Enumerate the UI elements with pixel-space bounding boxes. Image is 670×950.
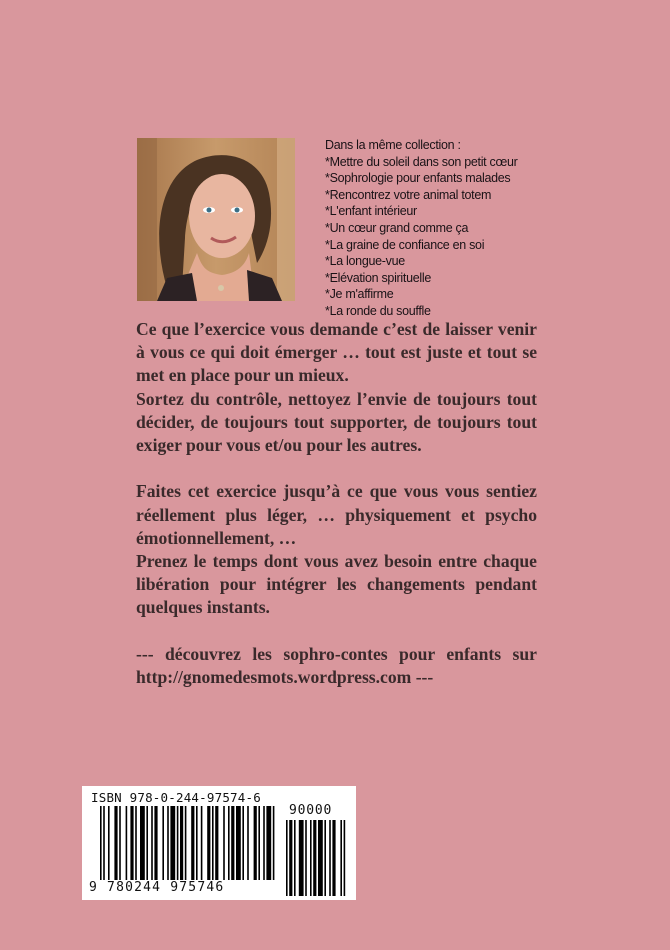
collection-item: * Rencontrez votre animal totem xyxy=(325,187,555,204)
author-portrait-image xyxy=(137,138,295,301)
paragraph: Sortez du contrôle, nettoyez l’envie de toujours tout décider, de toujours tout supporter, de toujours tout exiger pour vous et/ou pour les autres. xyxy=(136,388,537,456)
isbn-barcode xyxy=(82,786,356,900)
collection-item: * Sophrologie pour enfants malades xyxy=(325,170,555,187)
collection-item: * Mettre du soleil dans son petit cœur xyxy=(325,154,555,171)
paragraph: Prenez le temps dont vous avez besoin entre chaque libération pour intégrer les changements pendant quelques instants. xyxy=(136,551,537,618)
paragraph: Ce que l’exercice vous demande c’est de laisser venir à vous ce qui doit émerger … tout est juste et tout se met en place pour un mieux. xyxy=(136,319,537,386)
paragraph: Faites cet exercice jusqu’à ce que vous vous sentiez réellement plus léger, … physiquement et psycho émotionnellement, … xyxy=(136,481,537,548)
barcode-addon-bars xyxy=(286,820,350,896)
collection-item: * La longue-vue xyxy=(325,253,555,270)
collection-heading: Dans la même collection : xyxy=(325,138,461,152)
collection-item: * La ronde du souffle xyxy=(325,303,555,320)
collection-item: * Elévation spirituelle xyxy=(325,270,555,287)
barcode-digits: 9 780244 975746 xyxy=(89,880,225,895)
collection-list xyxy=(325,137,555,320)
collection-item: * L'enfant intérieur xyxy=(325,203,555,220)
back-cover-text xyxy=(136,318,537,689)
website-line: --- découvrez les sophro-contes pour enfants sur http://gnomedesmots.wordpress.com --- xyxy=(136,643,537,688)
collection-item: * Un cœur grand comme ça xyxy=(325,220,555,237)
author-photo xyxy=(137,138,295,301)
barcode-addon-digits: 90000 xyxy=(289,803,333,818)
collection-item: * Je m'affirme xyxy=(325,286,555,303)
isbn-label: ISBN 978-0-244-97574-6 xyxy=(91,790,261,805)
barcode-bars xyxy=(100,806,276,880)
collection-item: * La graine de confiance en soi xyxy=(325,237,555,254)
